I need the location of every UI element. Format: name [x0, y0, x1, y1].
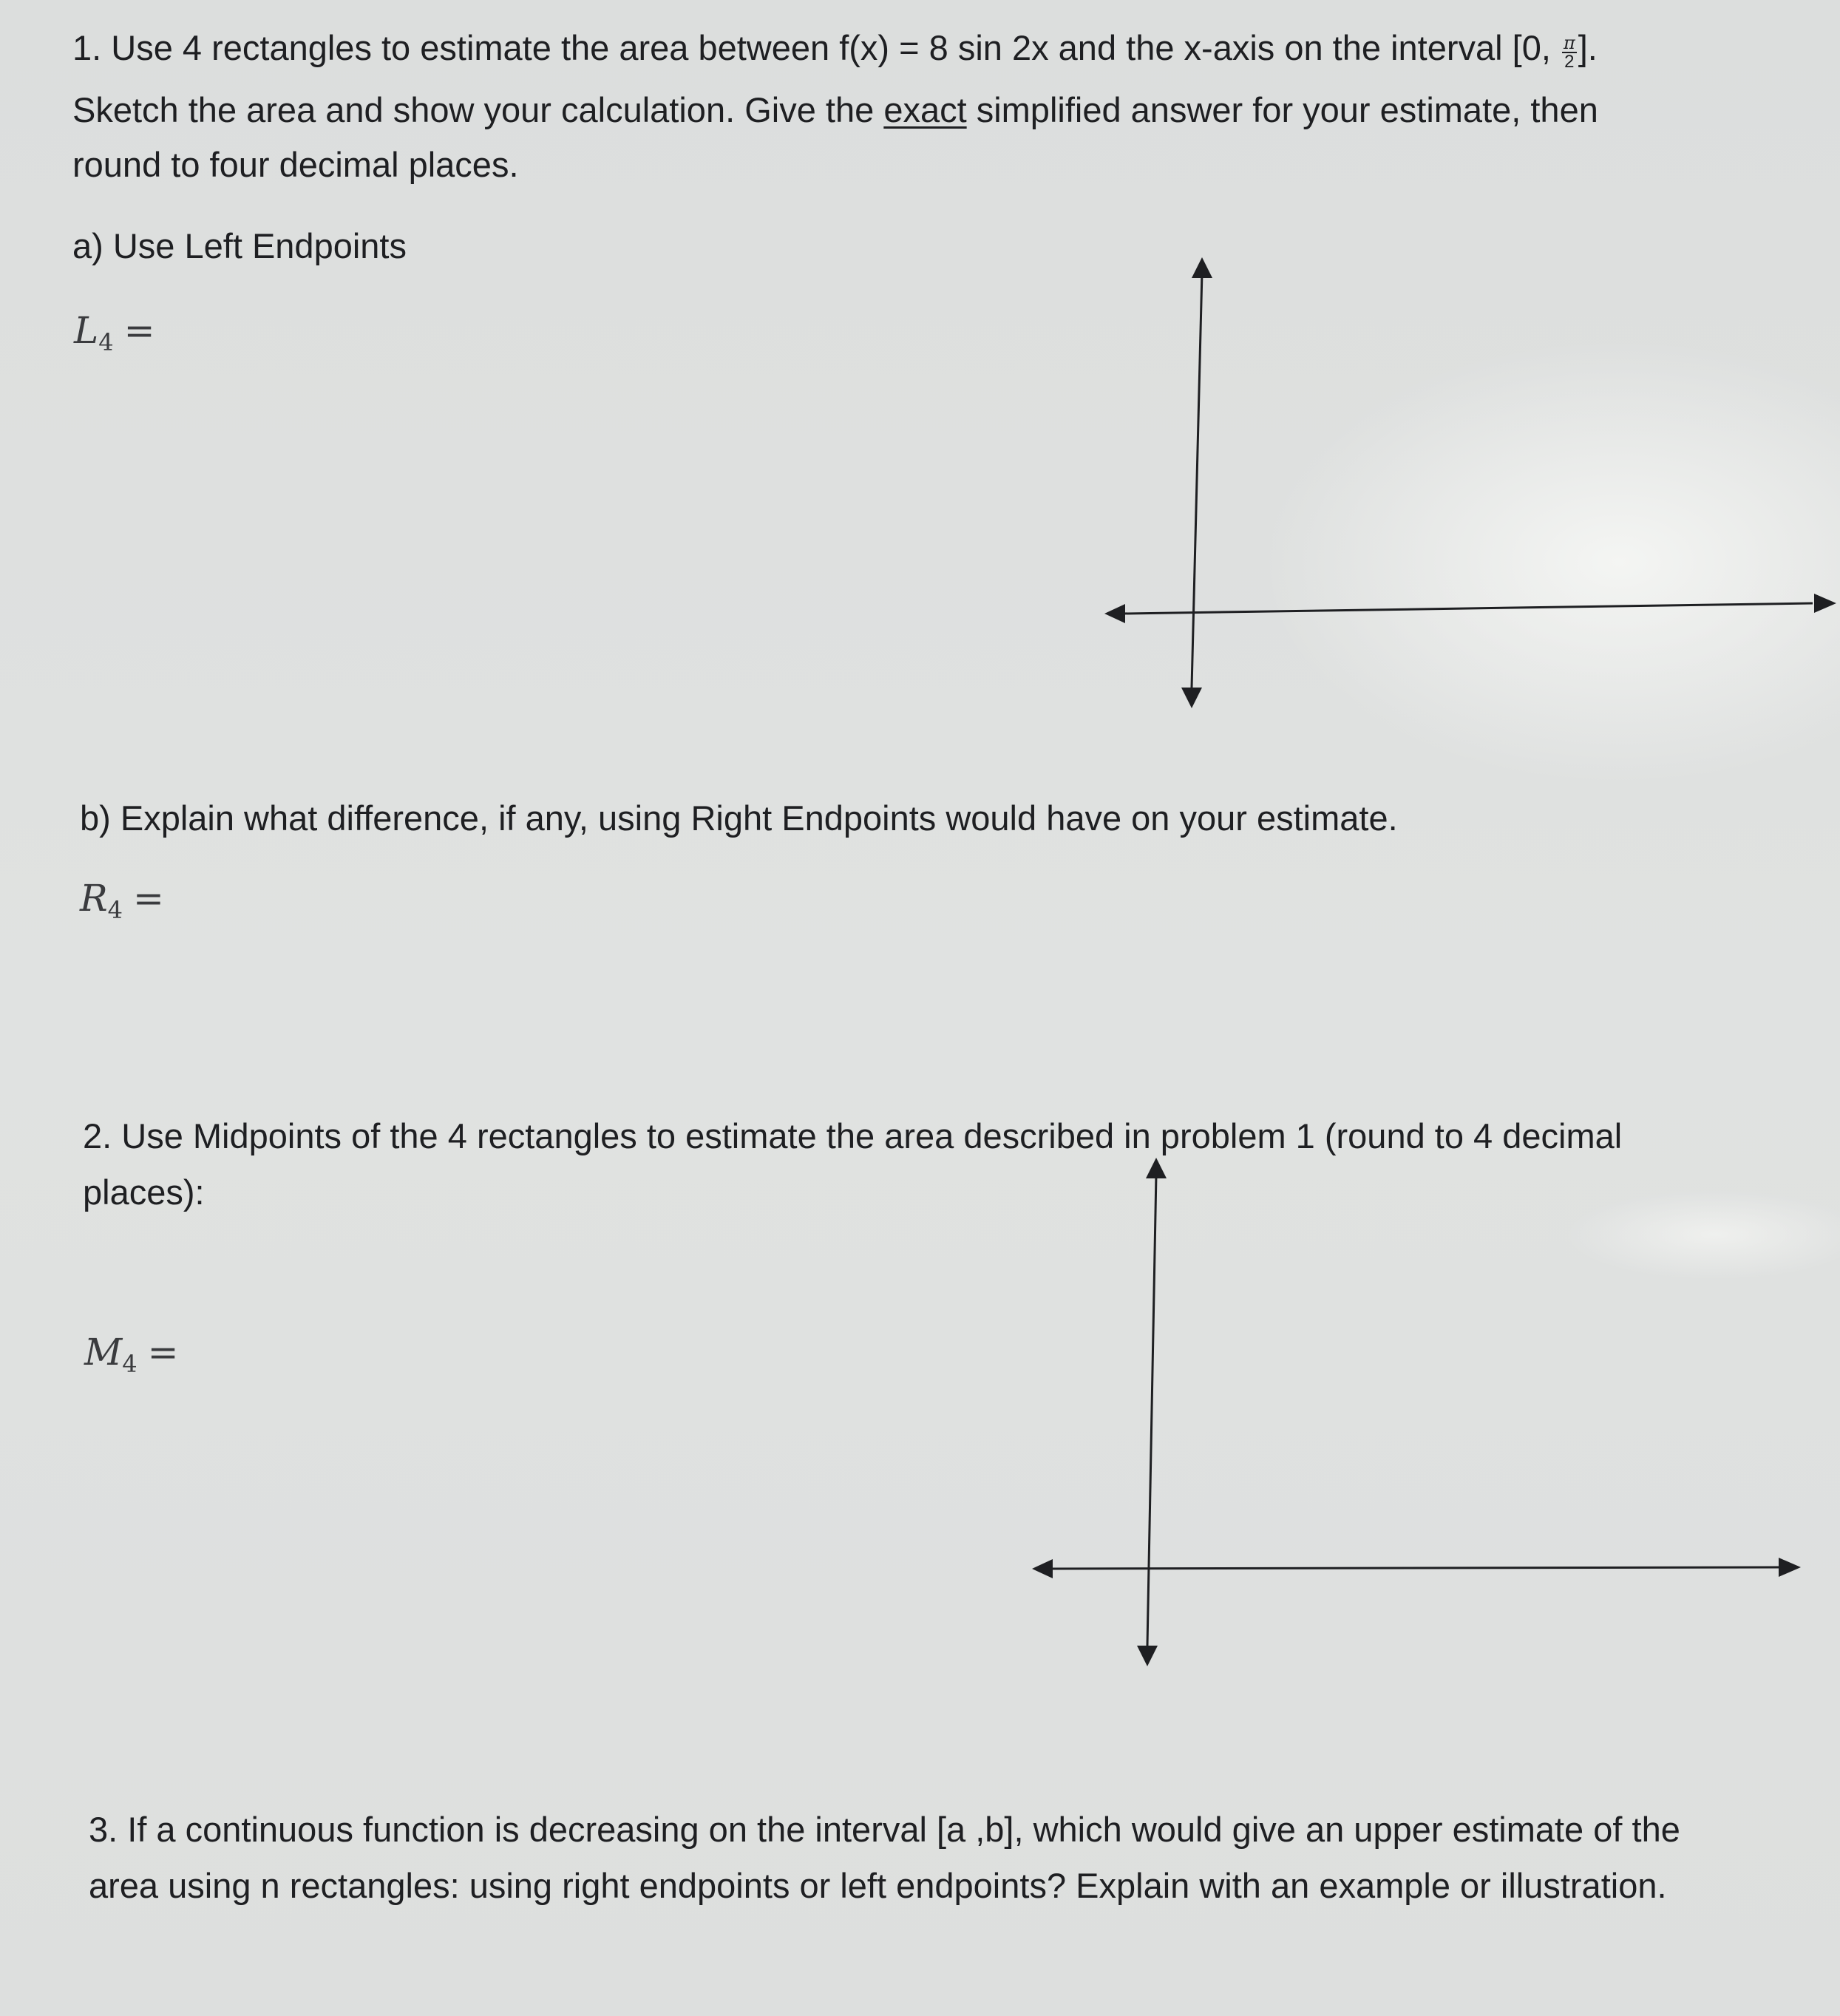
- axes-2-x-axis: [1053, 1567, 1780, 1569]
- axes-1: [1104, 257, 1836, 708]
- L4-subscript: 4: [98, 328, 114, 356]
- R4-symbol: R: [80, 877, 108, 920]
- axes-2-right-arrow-icon: [1779, 1558, 1801, 1577]
- part-b-label: b) Explain what difference, if any, using Right Endpoints would have on your estimate.: [80, 798, 1398, 838]
- axes-1-y-axis: [1192, 272, 1202, 688]
- problem1-line1-end: ].: [1578, 28, 1598, 67]
- fraction-denominator: 2: [1564, 52, 1575, 72]
- problem1-line1-text: 1. Use 4 rectangles to estimate the area between f(x) = 8 sin 2x and the x-axis on the interval [0,: [72, 28, 1551, 67]
- L4-symbol: L: [74, 309, 99, 352]
- axes-2-y-axis: [1147, 1174, 1156, 1646]
- M4-symbol: M: [84, 1331, 123, 1374]
- axes-1-right-arrow-icon: [1814, 594, 1836, 613]
- axes-2-down-arrow-icon: [1137, 1646, 1158, 1666]
- axes-2: [1032, 1158, 1801, 1666]
- problem3-line2: area using n rectangles: using right endpoints or left endpoints? Explain with an example or illustration.: [89, 1866, 1667, 1905]
- problem2-line1: 2. Use Midpoints of the 4 rectangles to estimate the area described in problem 1 (round to 4 decimal: [83, 1116, 1623, 1155]
- axes-1-left-arrow-icon: [1104, 604, 1125, 623]
- M4-equals: =: [147, 1331, 179, 1374]
- axes-2-up-arrow-icon: [1146, 1158, 1167, 1178]
- axes-2-left-arrow-icon: [1032, 1559, 1053, 1578]
- fraction-numerator: π: [1563, 33, 1575, 53]
- R4-equals: =: [133, 877, 164, 920]
- axes-1-down-arrow-icon: [1181, 688, 1202, 708]
- L4-equals: =: [123, 309, 155, 352]
- problem1-line3: round to four decimal places.: [72, 145, 519, 184]
- problem2-line2: places):: [83, 1172, 205, 1212]
- exact-underlined-word: exact: [883, 90, 967, 129]
- problem1-line2-text: Sketch the area and show your calculation. Give the: [72, 90, 875, 129]
- problem1-line2-rest: simplified answer for your estimate, then: [976, 90, 1598, 129]
- axes-1-x-axis: [1124, 603, 1813, 614]
- part-a-label: a) Use Left Endpoints: [72, 226, 407, 265]
- M4-subscript: 4: [122, 1350, 138, 1378]
- R4-subscript: 4: [107, 896, 123, 924]
- axes-1-up-arrow-icon: [1192, 257, 1212, 278]
- problem3-line1: 3. If a continuous function is decreasing on the interval [a ,b], which would give an upper estimate of the: [89, 1810, 1680, 1849]
